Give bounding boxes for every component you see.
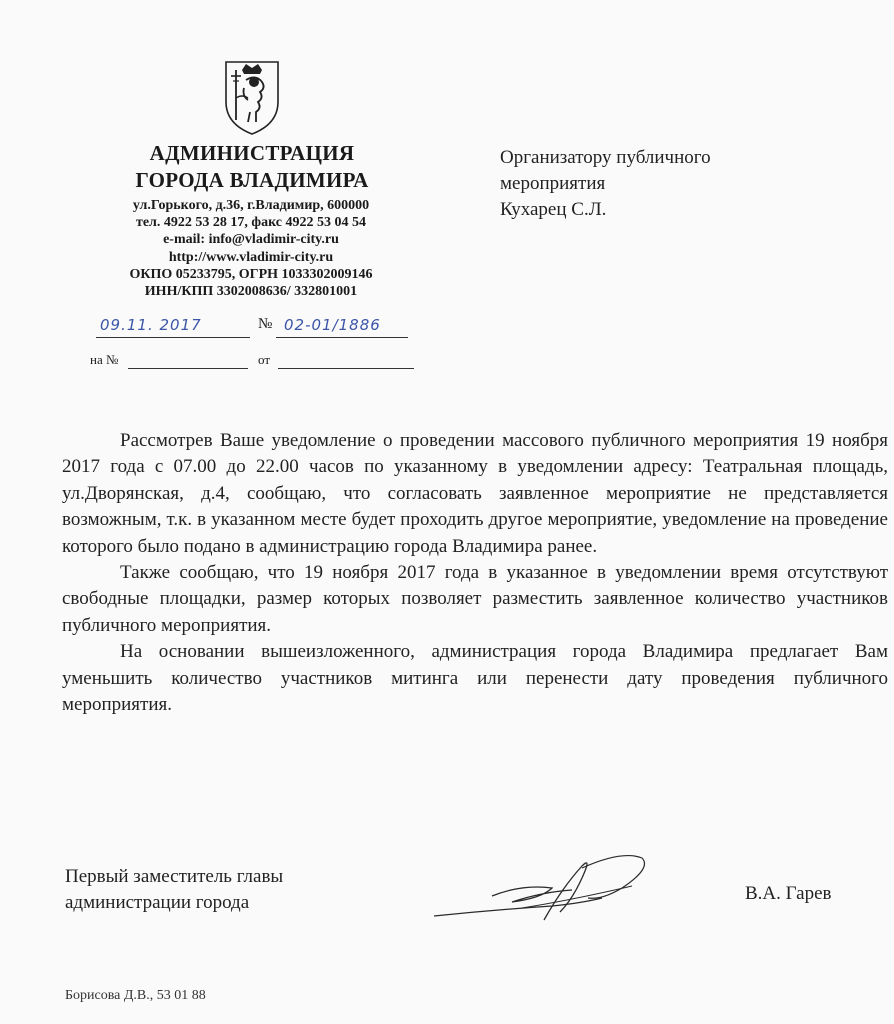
- signer-position-line1: Первый заместитель главы: [65, 866, 284, 887]
- body-paragraph-2: Также сообщаю, что 19 ноября 2017 года в указанное в уведомлении время отсутствуют свободные площадки, размер которых позволяет разместить заявленное количество участников публичного мероприятия.: [62, 562, 888, 636]
- number-label: №: [258, 316, 273, 332]
- org-title-line1: АДМИНИСТРАЦИЯ: [149, 141, 355, 165]
- reference-number-label: на №: [90, 352, 119, 367]
- org-phones: тел. 4922 53 28 17, факс 4922 53 04 54: [135, 215, 367, 231]
- org-address: ул.Горького, д.36, г.Владимир, 600000: [132, 198, 370, 213]
- addressee-line1: Организатору публичного: [500, 147, 711, 168]
- org-okpo-ogrn: ОКПО 05233795, ОГРН 1033302009146: [129, 266, 373, 282]
- organization-details: [90, 197, 412, 300]
- body-paragraph-1: Рассмотрев Ваше уведомление о проведении массового публичного мероприятия 19 ноября 2017 года с 07.00 до 22.00 часов по указанному в уведомлении адресу: Театральная площадь, ул.Дворянская, д.4, сообщаю, что согласовать заявленное мероприятие не представляется возможным, т.к. в указанном месте будет проходить другое мероприятие, уведомление на проведение которого было подано в администрацию города Владимира ранее.: [62, 430, 888, 557]
- org-email: e-mail: info@vladimir-city.ru: [163, 232, 339, 248]
- reference-date-underline: [278, 368, 414, 369]
- addressee-line2: мероприятия: [500, 173, 606, 194]
- executor-contact: Борисова Д.В., 53 01 88: [65, 988, 206, 1003]
- signer-position: [65, 864, 283, 916]
- reference-date-label: от: [258, 352, 271, 367]
- organization-title: [100, 140, 404, 194]
- org-website: http://www.vladimir-city.ru: [168, 249, 334, 265]
- body-paragraph-3: На основании вышеизложенного, администрация города Владимира предлагает Вам уменьшить количество участников митинга или перенести дату проведения публичного мероприятия.: [62, 641, 888, 716]
- addressee-block: [500, 145, 711, 223]
- org-inn-kpp: ИНН/КПП 3302008636/ 332801001: [144, 284, 358, 300]
- org-title-line2: ГОРОДА ВЛАДИМИРА: [135, 168, 369, 192]
- number-underline: [276, 337, 408, 338]
- date-underline: [96, 337, 250, 338]
- signer-position-line2: администрации города: [65, 892, 250, 913]
- outgoing-date: 09.11. 2017: [100, 316, 202, 334]
- letter-body: [62, 428, 888, 718]
- reference-number-underline: [128, 368, 248, 369]
- addressee-name: Кухарец С.Л.: [500, 199, 607, 220]
- handwritten-signature: [432, 848, 662, 928]
- outgoing-number: 02-01/1886: [284, 316, 381, 334]
- city-coat-of-arms-icon: [220, 58, 284, 136]
- signer-name: В.А. Гарев: [745, 883, 832, 904]
